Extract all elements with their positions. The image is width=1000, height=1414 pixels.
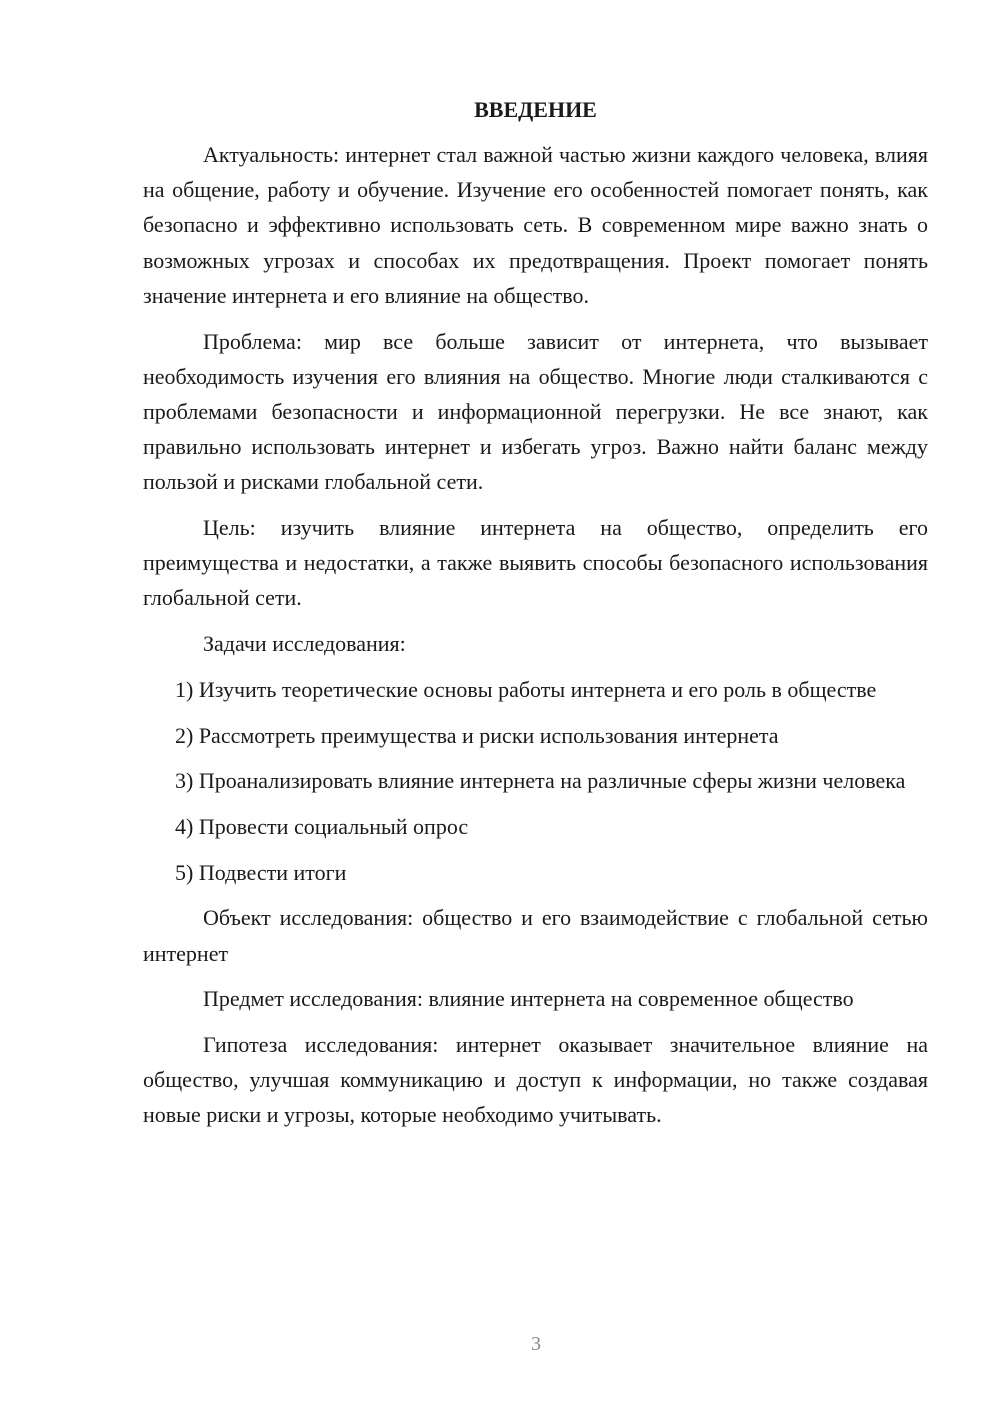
paragraph-goal: Цель: изучить влияние интернета на общество, определить его преимущества и недостатки, а также выявить способы безопасного использования глобальной сети. — [143, 515, 928, 611]
page-number: 3 — [531, 1333, 541, 1355]
paragraph-actuality: Актуальность: интернет стал важной частью жизни каждого человека, влияя на общение, работу и обучение. Изучение его особенностей помогает понять, как безопасно и эффективно использовать сеть. В современном мире важно знать о возможных угрозах и способах их предотвращения. Проект помогает понять значение интернета и его влияние на общество. — [143, 142, 928, 308]
task-item: 5) Подвести итоги — [175, 859, 347, 885]
paragraph-object: Объект исследования: общество и его взаимодействие с глобальной сетью интернет — [143, 905, 928, 966]
task-item: 2) Рассмотреть преимущества и риски использования интернета — [175, 722, 779, 748]
tasks-heading: Задачи исследования: — [203, 631, 406, 657]
paragraph-hypothesis: Гипотеза исследования: интернет оказывает значительное влияние на общество, улучшая коммуникацию и доступ к информации, но также создавая новые риски и угрозы, которые необходимо учитывать. — [143, 1031, 928, 1128]
paragraph-subject: Предмет исследования: влияние интернета на современное общество — [203, 986, 854, 1012]
paragraph-problem: Проблема: мир все больше зависит от интернета, что вызывает необходимость изучения его влияния на общество. Многие люди сталкиваются с проблемами безопасности и информационной перегрузки. Не все знают, как правильно использовать интернет и избегать угроз. Важно найти баланс между пользой и рисками глобальной сети. — [143, 328, 928, 495]
task-item: 1) Изучить теоретические основы работы интернета и его роль в обществе — [175, 676, 877, 702]
task-item: 4) Провести социальный опрос — [175, 813, 469, 839]
document-page — [143, 92, 928, 1143]
task-item: 3) Проанализировать влияние интернета на различные сферы жизни человека — [175, 768, 906, 794]
section-title: ВВЕДЕНИЕ — [474, 97, 597, 122]
